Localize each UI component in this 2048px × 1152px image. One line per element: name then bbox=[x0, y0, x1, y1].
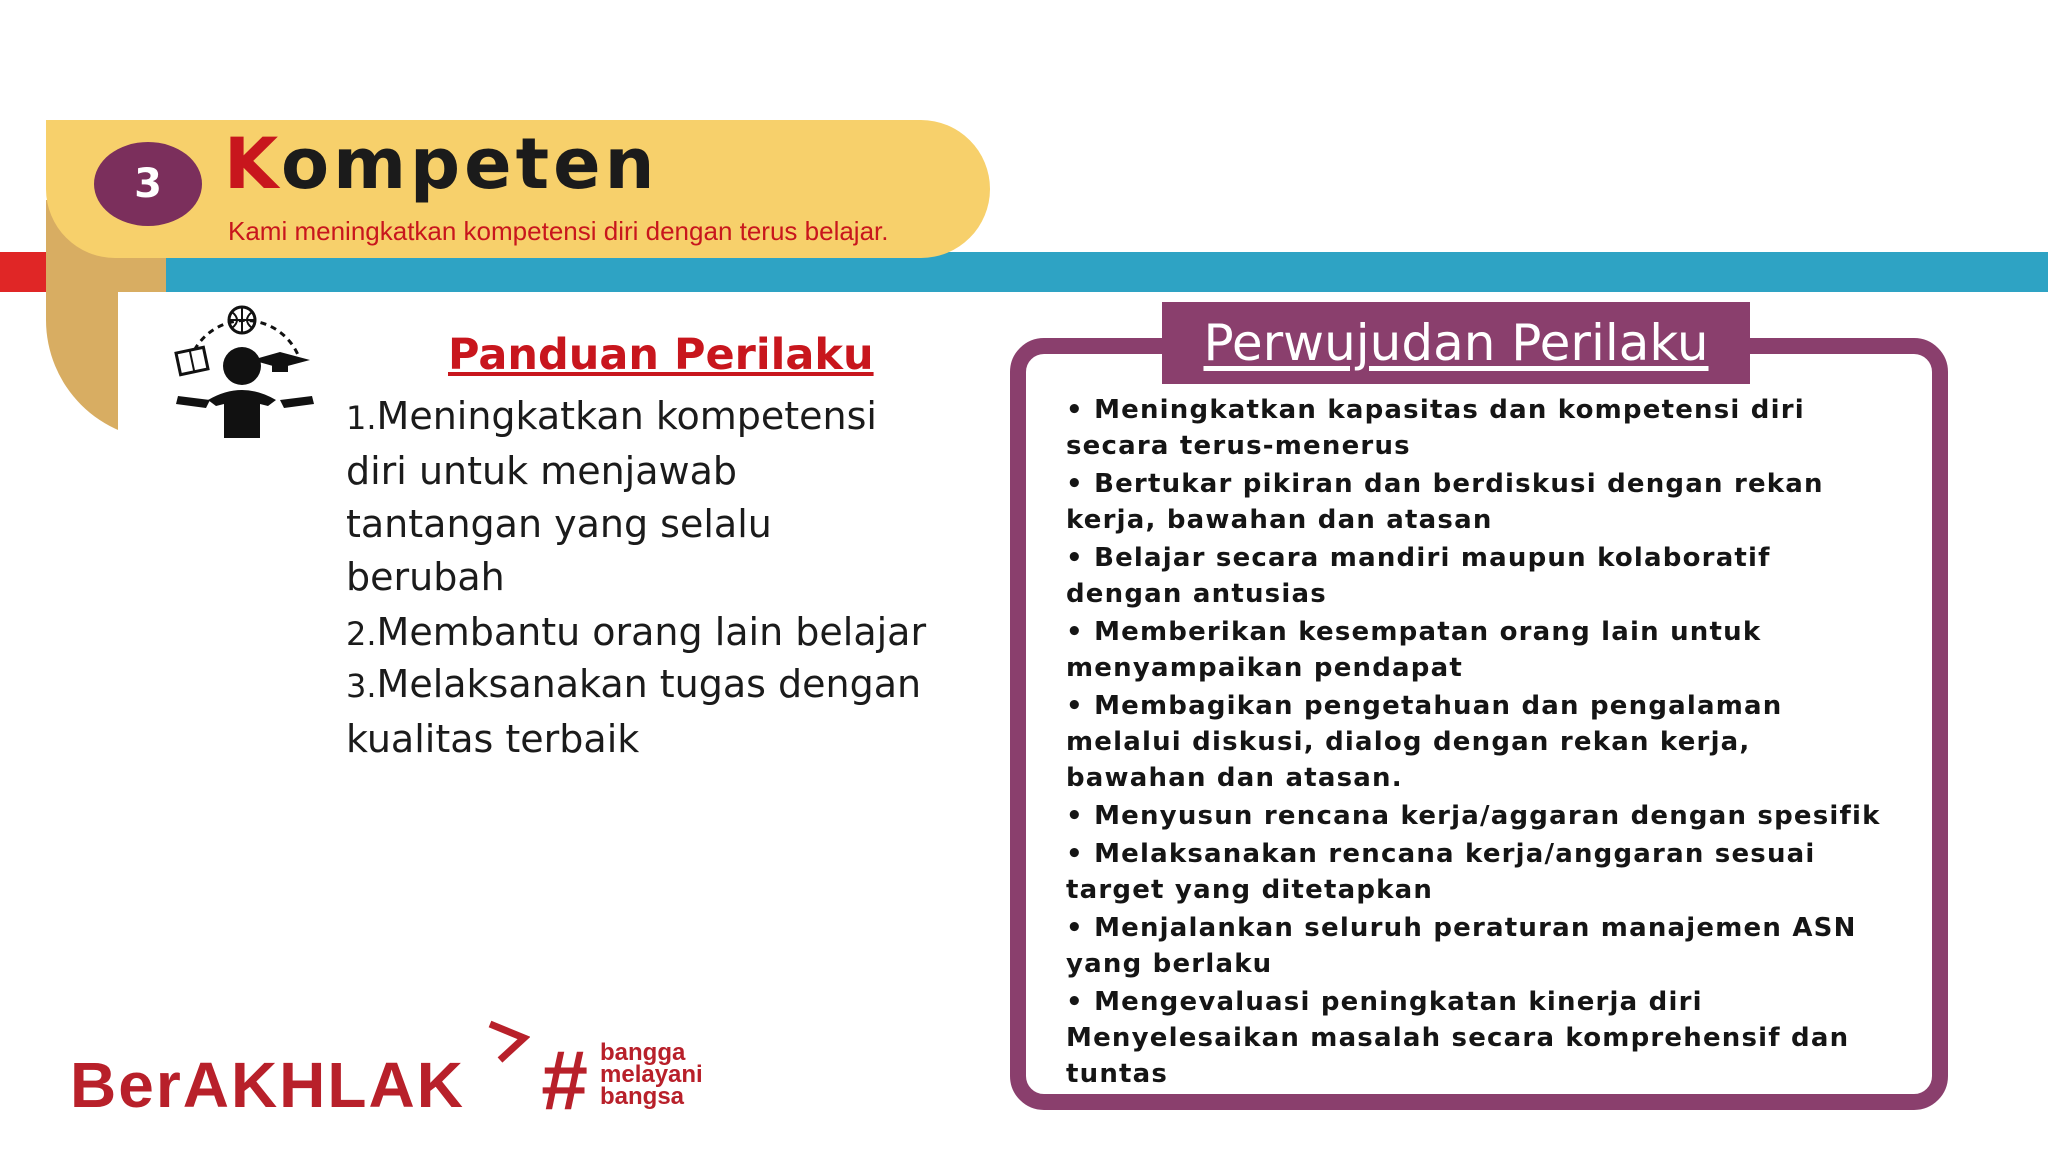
guide-item-3 bbox=[346, 658, 936, 766]
title-rest: ompeten bbox=[281, 123, 659, 205]
behavior-item: • Menyusun rencana kerja/aggaran dengan spesifik bbox=[1066, 801, 1881, 831]
guide-item-2-number: 2. bbox=[346, 615, 377, 653]
guide-item-1-number: 1. bbox=[346, 399, 377, 437]
behavior-title: Perwujudan Perilaku bbox=[1203, 314, 1709, 372]
behavior-item: • Meningkatkan kapasitas dan kompetensi diri secara terus-menerus bbox=[1066, 395, 1805, 461]
page-subtitle: Kami meningkatkan kompetensi diri dengan terus belajar. bbox=[228, 216, 889, 246]
behavior-item: • Memberikan kesempatan orang lain untuk menyampaikan pendapat bbox=[1066, 617, 1762, 683]
behavior-item: • Melaksanakan rencana kerja/anggaran sesuai target yang ditetapkan bbox=[1066, 839, 1816, 905]
behavior-item: • Membagikan pengetahuan dan pengalaman melalui diskusi, dialog dengan rekan kerja, bawahan dan atasan. bbox=[1066, 691, 1783, 793]
behavior-item: • Belajar secara mandiri maupun kolaboratif dengan antusias bbox=[1066, 543, 1771, 609]
banner-tail-cutout bbox=[118, 292, 178, 442]
tagline-line-3: bangsa bbox=[600, 1083, 685, 1110]
guide-item-1-text: Meningkatkan kompetensi diri untuk menjawab tantangan yang selalu berubah bbox=[346, 394, 877, 599]
tagline-line-2: melayani bbox=[600, 1061, 703, 1088]
berakhlak-logo: BerAKHLAK bbox=[70, 1049, 465, 1121]
behavior-item: • Bertukar pikiran dan berdiskusi dengan rekan kerja, bawahan dan atasan bbox=[1066, 469, 1824, 535]
behavior-item: Menyelesaikan masalah secara komprehensif dan tuntas bbox=[1066, 1023, 1850, 1089]
person-learning-icon bbox=[170, 300, 320, 440]
guide-item-2 bbox=[346, 606, 936, 661]
section-number-badge: 3 bbox=[94, 142, 202, 226]
guide-item-3-text: Melaksanakan tugas dengan kualitas terbaik bbox=[346, 662, 922, 761]
guide-item-2-text: Membantu orang lain belajar bbox=[376, 610, 927, 654]
behavior-box-header bbox=[1162, 302, 1750, 384]
page-title bbox=[224, 122, 658, 206]
logo-tagline bbox=[600, 1039, 703, 1110]
guide-item-1 bbox=[346, 390, 936, 604]
guide-item-3-number: 3. bbox=[346, 667, 377, 705]
guide-title: Panduan Perilaku bbox=[448, 330, 874, 380]
hashtag-icon: # bbox=[540, 1033, 587, 1127]
logo-chevron-icon bbox=[484, 1020, 530, 1064]
behavior-item: • Mengevaluasi peningkatan kinerja diri bbox=[1066, 987, 1703, 1017]
behavior-item: • Menjalankan seluruh peraturan manajemen ASN yang berlaku bbox=[1066, 913, 1857, 979]
tagline-line-1: bangga bbox=[600, 1039, 686, 1066]
title-first-letter: K bbox=[224, 123, 282, 205]
behavior-list bbox=[1066, 392, 1892, 1094]
header-stripe-blue bbox=[132, 252, 2048, 292]
